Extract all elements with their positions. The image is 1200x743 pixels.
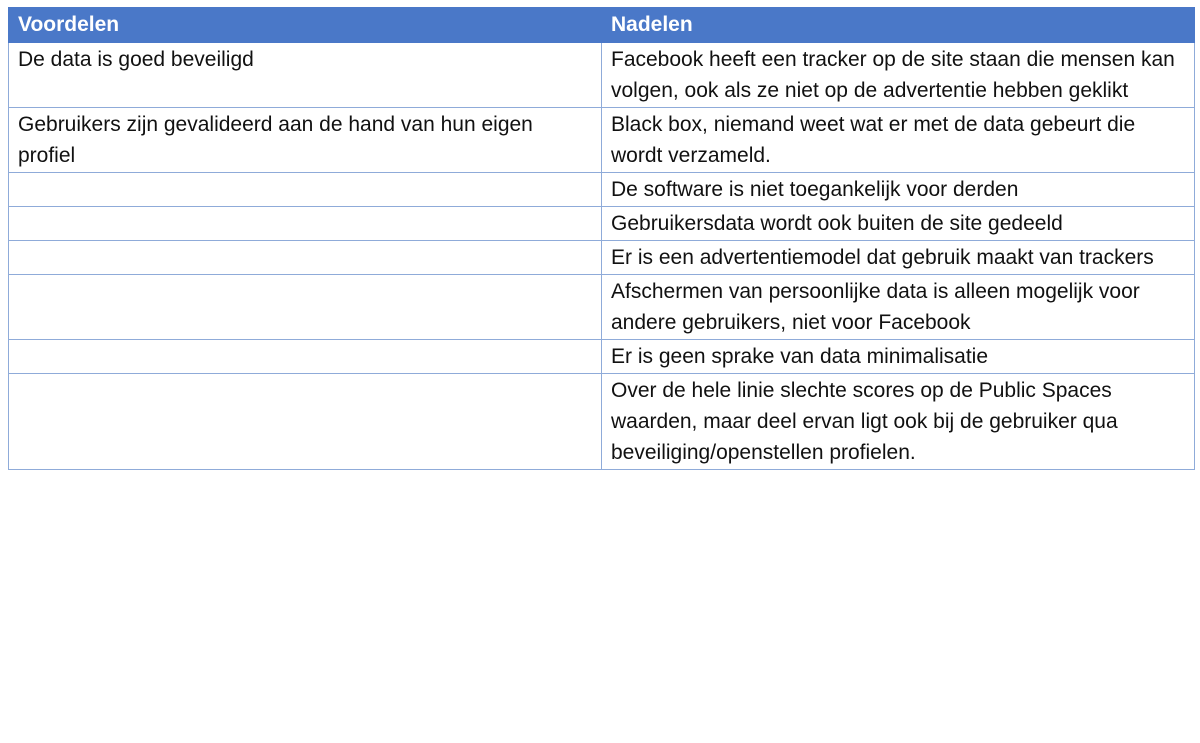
table-row (9, 43, 1195, 108)
con-cell: De software is niet toegankelijk voor derden (602, 173, 1195, 207)
pro-cell (9, 173, 602, 207)
con-cell: Er is geen sprake van data minimalisatie (602, 340, 1195, 374)
con-cell: Over de hele linie slechte scores op de Public Spaces waarden, maar deel ervan ligt ook bij de gebruiker qua beveiliging/openstellen profielen. (602, 374, 1195, 470)
table-row (9, 374, 1195, 470)
table-row (9, 340, 1195, 374)
pros-cons-table (8, 7, 1195, 470)
con-cell: Er is een advertentiemodel dat gebruik maakt van trackers (602, 241, 1195, 275)
pro-cell (9, 340, 602, 374)
table-row (9, 173, 1195, 207)
table-row (9, 108, 1195, 173)
header-row (9, 8, 1195, 43)
pro-cell: Gebruikers zijn gevalideerd aan de hand van hun eigen profiel (9, 108, 602, 173)
pro-cell (9, 275, 602, 340)
pro-cell: De data is goed beveiligd (9, 43, 602, 108)
pro-cell (9, 241, 602, 275)
con-cell: Gebruikersdata wordt ook buiten de site gedeeld (602, 207, 1195, 241)
con-cell: Facebook heeft een tracker op de site staan die mensen kan volgen, ook als ze niet op de advertentie hebben geklikt (602, 43, 1195, 108)
table-row (9, 275, 1195, 340)
con-cell: Black box, niemand weet wat er met de data gebeurt die wordt verzameld. (602, 108, 1195, 173)
con-cell: Afschermen van persoonlijke data is alleen mogelijk voor andere gebruikers, niet voor Facebook (602, 275, 1195, 340)
table-row (9, 241, 1195, 275)
pro-cell (9, 207, 602, 241)
header-voordelen: Voordelen (9, 8, 602, 43)
pro-cell (9, 374, 602, 470)
header-nadelen: Nadelen (602, 8, 1195, 43)
table-row (9, 207, 1195, 241)
